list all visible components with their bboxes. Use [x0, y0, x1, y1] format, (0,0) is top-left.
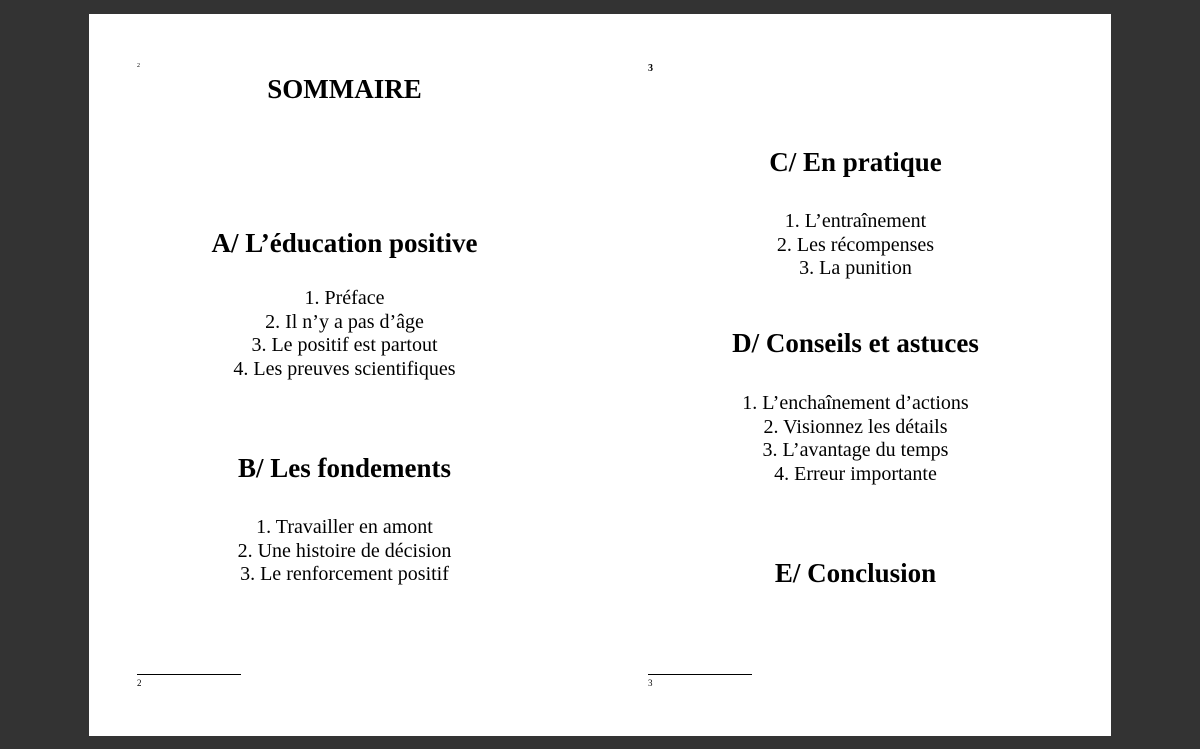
section-heading-d: D/ Conseils et astuces: [732, 328, 979, 358]
footer-page-number: 3: [648, 678, 653, 688]
footer-rule: [137, 674, 241, 675]
list-item: 4. Les preuves scientifiques: [233, 358, 456, 381]
section-d-list: [600, 392, 1111, 487]
list-item: 3. L’avantage du temps: [762, 439, 949, 462]
section-b-list: [89, 516, 600, 587]
section-heading-b: B/ Les fondements: [237, 453, 451, 483]
list-item: 2. Une histoire de décision: [237, 539, 452, 562]
footer-rule: [648, 674, 752, 675]
section-heading-e: E/ Conclusion: [774, 558, 937, 588]
document-spread: [89, 14, 1111, 736]
list-item: 1. L’entraînement: [784, 210, 927, 232]
footer-page-number: 2: [137, 678, 142, 688]
section-c-list: [600, 210, 1111, 281]
list-item: 3. La punition: [799, 257, 912, 280]
page-2: [89, 14, 600, 736]
page-header-number: 2: [137, 63, 140, 69]
page-3: [600, 14, 1111, 736]
list-item: 3. Le positif est partout: [251, 334, 438, 357]
list-item: 2. Il n’y a pas d’âge: [265, 310, 424, 333]
page-header-number: 3: [648, 63, 653, 74]
list-item: 2. Les récompenses: [776, 233, 935, 256]
list-item: 3. Le renforcement positif: [240, 563, 449, 586]
page-title: SOMMAIRE: [267, 74, 422, 104]
section-a-list: [89, 287, 600, 382]
section-heading-a: A/ L’éducation positive: [211, 228, 478, 258]
list-item: 1. Préface: [304, 287, 385, 309]
list-item: 1. L’enchaînement d’actions: [742, 392, 969, 414]
list-item: 2. Visionnez les détails: [763, 415, 948, 438]
section-heading-c: C/ En pratique: [769, 147, 942, 177]
list-item: 1. Travailler en amont: [256, 516, 433, 538]
list-item: 4. Erreur importante: [774, 463, 937, 486]
